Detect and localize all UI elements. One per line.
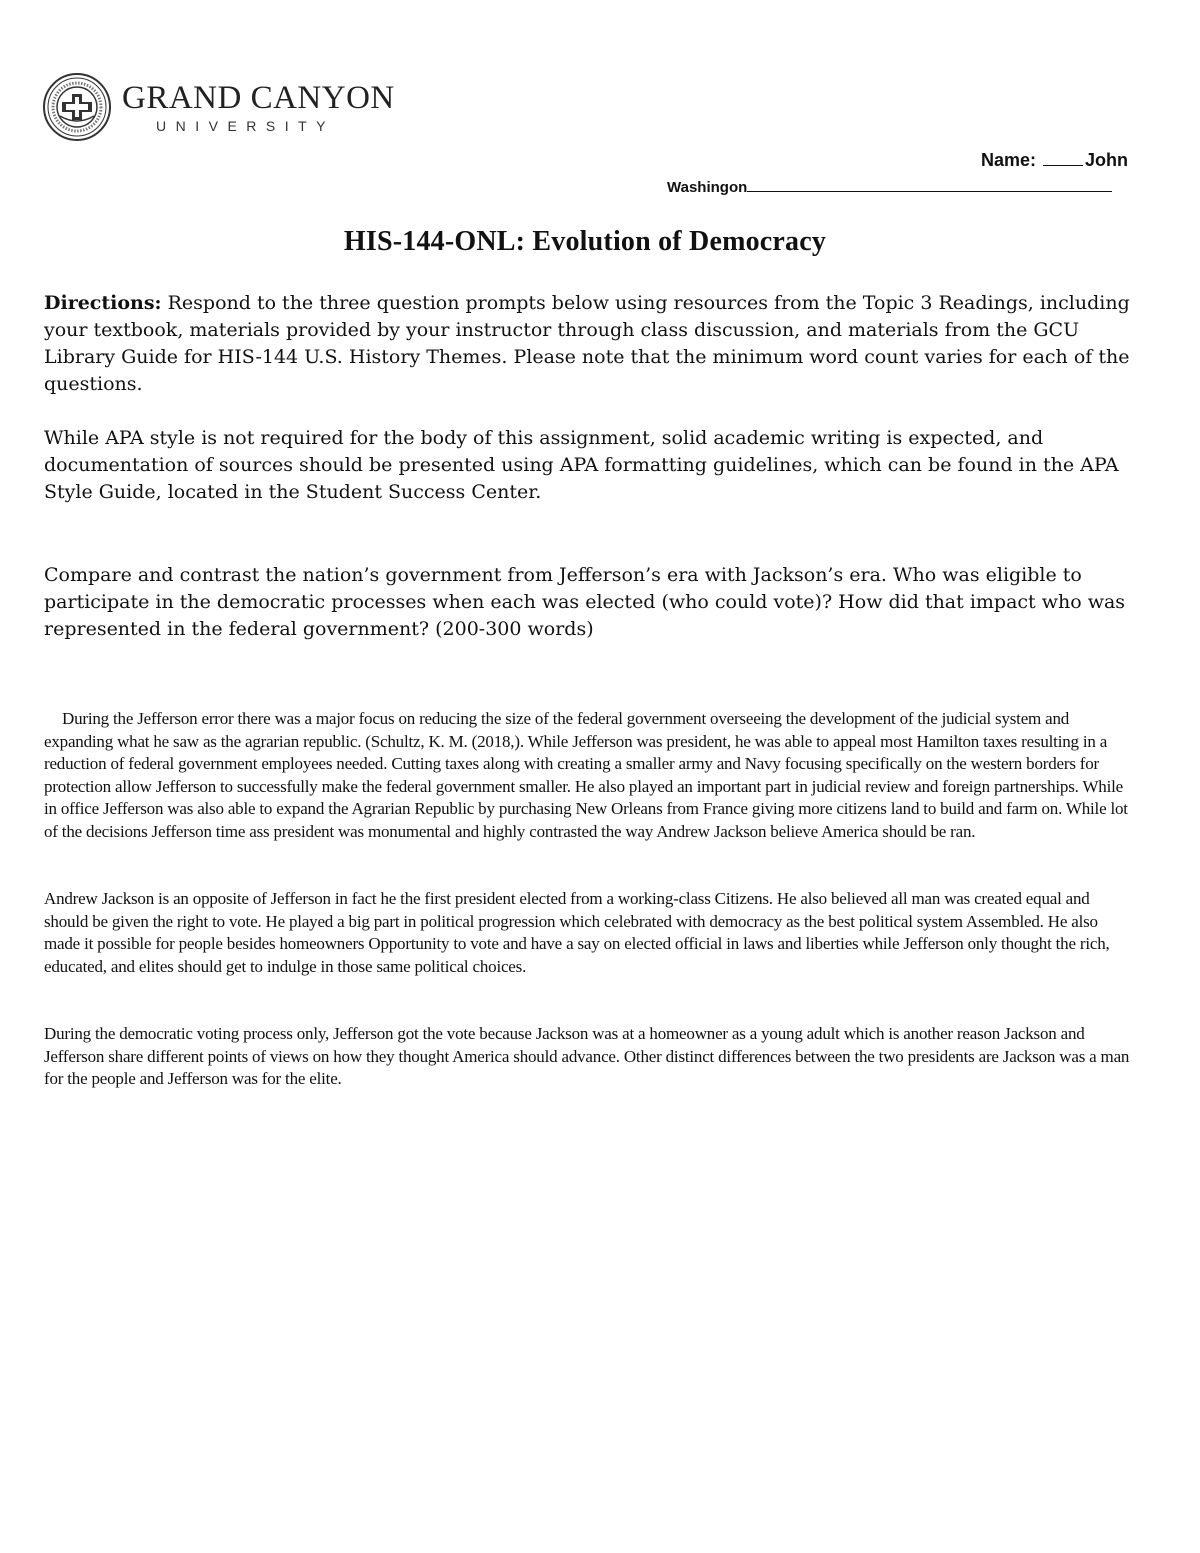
name-field (981, 150, 1128, 171)
university-wordmark (122, 80, 395, 134)
name-field-continued (667, 177, 1130, 196)
apa-paragraph: While APA style is not required for the body of this assignment, solid academic writing is expected, and documentation of sources should be presented using APA formatting guidelines, which can be found in the APA Style Guide, located in the Student Success Center. (44, 427, 1119, 503)
university-seal-icon (42, 72, 112, 142)
university-subtitle: UNIVERSITY (156, 118, 336, 134)
name-last: Washingon (667, 179, 748, 196)
name-fill-line (747, 177, 1112, 192)
document-title: HIS-144-ONL: Evolution of Democracy (343, 226, 827, 257)
name-label: Name: (980, 150, 1036, 170)
answer-paragraph: Andrew Jackson is an opposite of Jefferson in fact he the first president elected from a working-class Citizens. He also believed all man was created equal and should be given the right to vote. He played a big part in political progression which celebrated with democracy as the best political system Assembled. He also made it possible for people besides homeowners Opportunity to vote and have a say on elected official in laws and liberties while Jefferson only thought the rich, educated, and elites should get to indulge in those same political choices. (44, 889, 1110, 976)
question-prompt: Compare and contrast the nation’s government from Jefferson’s era with Jackson’s era. Who was eligible to participate in the democratic processes when each was elected (who could vote)? How did that impact who was represented in the federal government? (200-300 words) (44, 564, 1126, 640)
directions-text: Respond to the three question prompts below using resources from the Topic 3 Readings, including your textbook, materials provided by your instructor through class discussion, and materials from the GCU Library Guide for HIS-144 U.S. History Themes. Please note that the minimum word count varies for each of the questions. (44, 292, 1130, 395)
answer-paragraph: During the Jefferson error there was a major focus on reducing the size of the federal government overseeing the development of the judicial system and expanding what he saw as the agrarian republic. (Schultz, K. M. (2018,). While Jefferson was president, he was able to appeal most Hamilton taxes resulting in a reduction of federal government employees needed. Cutting taxes along with creating a smaller army and Navy focusing specifically on the western borders for protection allow Jefferson to successfully make the federal government smaller. He also played an important part in judicial review and foreign partnerships. While in office Jefferson was also able to expand the Agrarian Republic by purchasing New Orleans from France giving more citizens land to build and farm on. While lot of the decisions Jefferson time ass president was monumental and highly contrasted the way Andrew Jackson believe America should be ran. (44, 709, 1128, 841)
name-first: John (1085, 150, 1128, 170)
answer-paragraph: During the democratic voting process only, Jefferson got the vote because Jackson was at a homeowner as a young adult which is another reason Jackson and Jefferson share different points of views on how they thought America should advance. Other distinct differences between the two presidents are Jackson was a man for the people and Jefferson was for the elite. (44, 1024, 1130, 1088)
directions-label: Directions: (44, 292, 162, 314)
university-name: GRAND CANYON (122, 80, 395, 116)
name-underline (1043, 151, 1083, 166)
university-logo (42, 72, 395, 150)
directions-paragraph (44, 290, 1134, 398)
